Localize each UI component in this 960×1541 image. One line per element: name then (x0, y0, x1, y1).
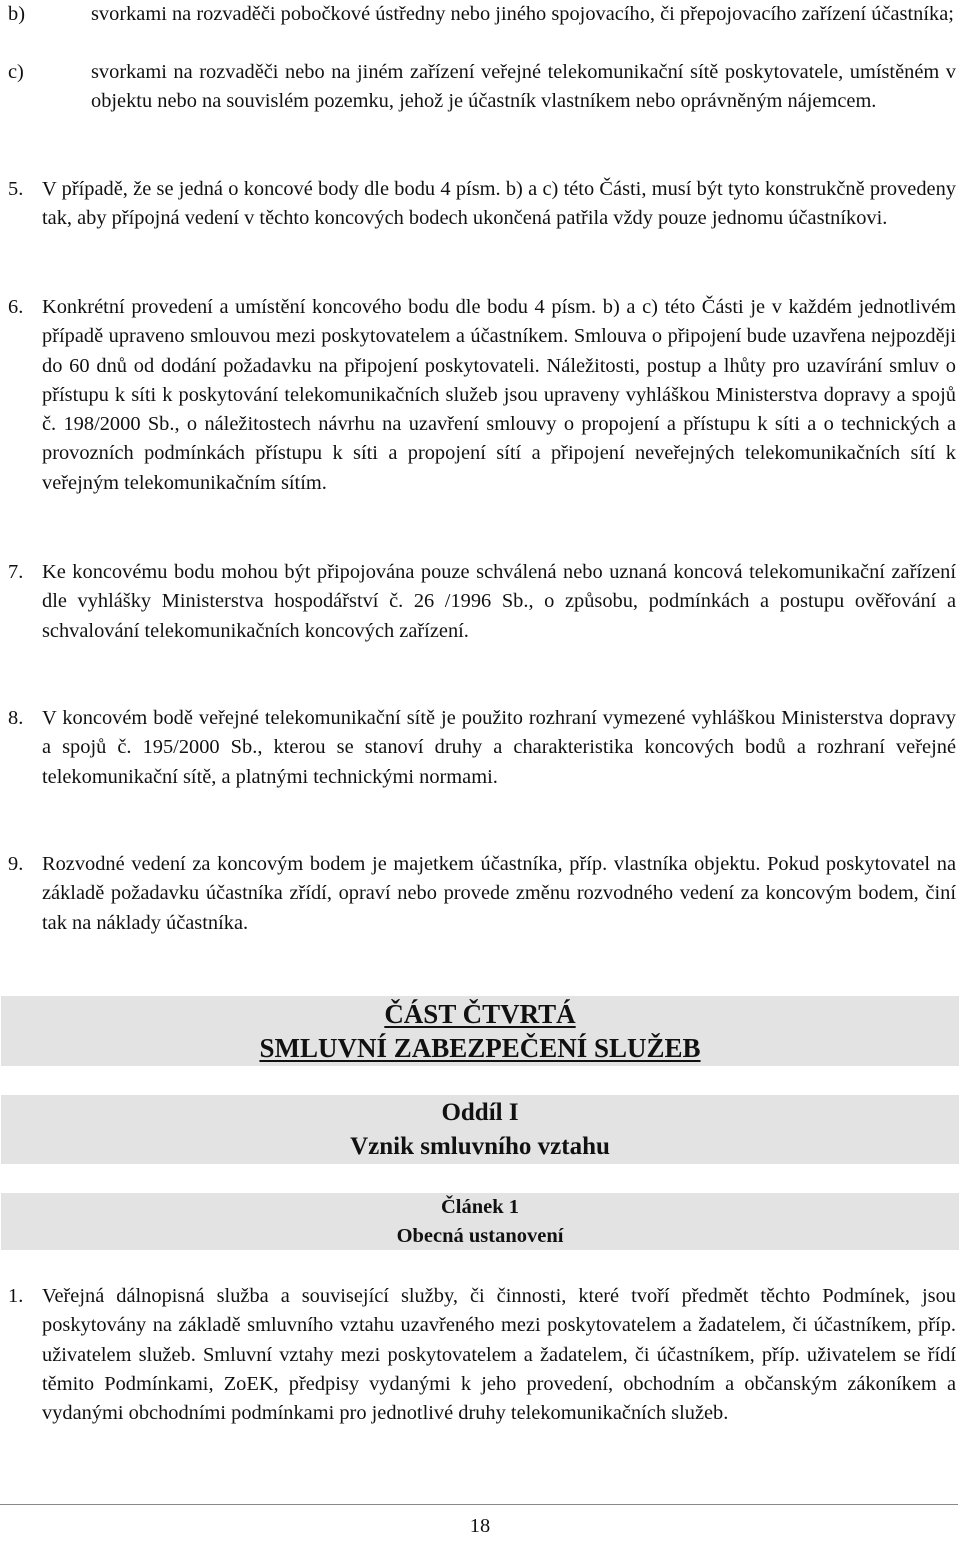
part-title: ČÁST ČTVRTÁ (384, 999, 576, 1029)
paragraph-7 (8, 558, 956, 646)
list-item-text: svorkami na rozvaděči nebo na jiném zařízení veřejné telekomunikační sítě poskytovatele, umístěném v objektu nebo na souvislém pozemku, jehož je účastník vlastníkem nebo oprávněným nájemcem. (91, 61, 956, 113)
paragraph-number: 7. (8, 561, 24, 583)
paragraph-text: Konkrétní provedení a umístění koncového bodu dle bodu 4 písm. b) a c) této Části je v každém jednotlivém případě upraveno smlouvou mezi poskytovatelem a účastníkem. Smlouva o připojení bude uzavřena nejpozději do 60 dnů od dodání požadavku na připojení poskytovateli. Náležitosti, postup a lhůty pro uzavírání smluv o přístupu k síti k poskytování telekomunikačních služeb jsou upraveny vyhláškou Ministerstva dopravy a spojů č. 198/2000 Sb., o náležitostech návrhu na uzavření smlouvy o propojení a přístupu k síti a o technických a provozních podmínkách přístupu k síti a propojení sítí a připojení neveřejných telekomunikačních sítí k veřejným telekomunikačním sítím. (42, 296, 956, 494)
paragraph-8 (8, 704, 956, 792)
part-subtitle: SMLUVNÍ ZABEZPEČENÍ SLUŽEB (259, 1033, 701, 1063)
paragraph-number: 1. (8, 1285, 24, 1307)
paragraph-text: Veřejná dálnopisná služba a související služby, či činnosti, které tvoří předmět těchto Podmínek, jsou poskytovány na základě smluvního vztahu uzavřeného mezi poskytovatelem a žadatelem, či účastníkem, příp. uživatelem služeb. Smluvní vztahy mezi poskytovatelem a žadatelem, či účastníkem, příp. uživatelem se řídí těmito Podmínkami, ZoEK, předpisy vydanými k jeho provedení, obchodním a občanským zákoníkem a vydanými obchodními podmínkami pro jednotlivé druhy telekomunikačních služeb. (42, 1285, 956, 1425)
list-item-text: svorkami na rozvaděči pobočkové ústředny nebo jiného spojovacího, či přepojovacího zařízení účastníka; (91, 3, 954, 25)
article-subtitle: Obecná ustanovení (396, 1225, 564, 1247)
paragraph-text: Ke koncovému bodu mohou být připojována pouze schválená nebo uznaná koncová telekomunikační zařízení dle vyhlášky Ministerstva hospodářství č. 26 /1996 Sb., o způsobu, podmínkách a postupu ověřování a schvalování telekomunikačních koncových zařízení. (42, 561, 956, 642)
paragraph-number: 5. (8, 178, 24, 200)
paragraph-5 (8, 175, 956, 234)
section-title: Oddíl I (441, 1099, 519, 1126)
list-item-b (8, 0, 956, 29)
paragraph-number: 9. (8, 853, 24, 875)
paragraph-text: V případě, že se jedná o koncové body dle bodu 4 písm. b) a c) této Části, musí být tyto konstrukčně provedeny tak, aby přípojná vedení v těchto koncových bodech ukončená patřila vždy pouze jednomu účastníkovi. (42, 178, 956, 230)
paragraph-text: V koncovém bodě veřejné telekomunikační sítě je použito rozhraní vymezené vyhláškou Ministerstva dopravy a spojů č. 195/2000 Sb., kterou se stanoví druhy a charakteristika koncových bodů a rozhraní veřejné telekomunikační sítě, a platnými technickými normami. (42, 707, 956, 788)
paragraph-9 (8, 850, 956, 938)
list-item-c (8, 58, 956, 117)
list-marker: b) (8, 3, 25, 25)
article-1-paragraph-1 (8, 1282, 956, 1428)
section-subtitle: Vznik smluvního vztahu (350, 1133, 610, 1160)
paragraph-number: 8. (8, 707, 24, 729)
part-heading-banner (1, 996, 959, 1066)
footer-divider (0, 1504, 958, 1505)
paragraph-6 (8, 293, 956, 498)
list-marker: c) (8, 61, 24, 83)
paragraph-number: 6. (8, 296, 24, 318)
article-title: Článek 1 (440, 1196, 520, 1218)
section-heading-banner (1, 1095, 959, 1164)
article-heading-banner (1, 1193, 959, 1250)
paragraph-text: Rozvodné vedení za koncovým bodem je majetkem účastníka, příp. vlastníka objektu. Pokud poskytovatel na základě požadavku účastníka zřídí, opraví nebo provede změnu rozvodného vedení za koncovým bodem, činí tak na náklady účastníka. (42, 853, 956, 934)
page-number: 18 (469, 1515, 491, 1537)
